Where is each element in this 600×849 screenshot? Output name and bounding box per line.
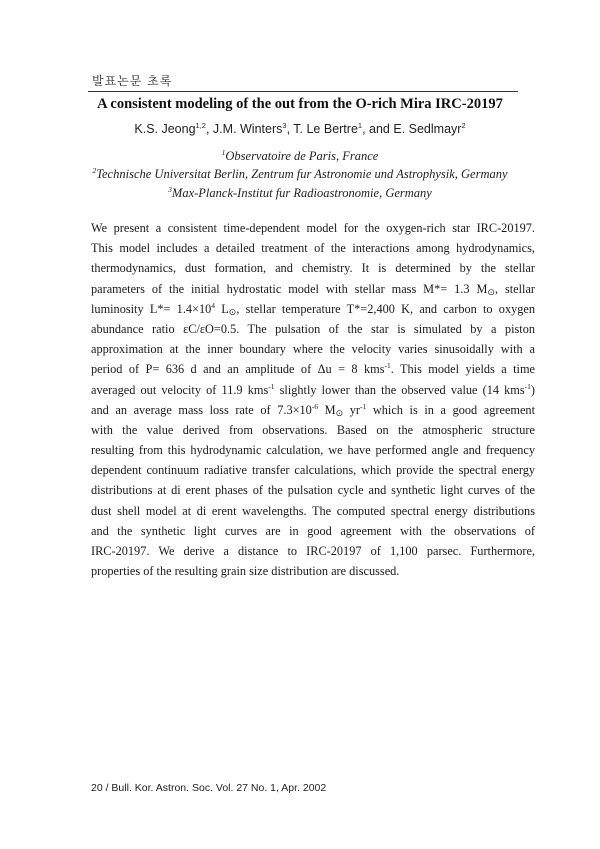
- affiliation-marker: 2: [461, 120, 466, 130]
- abstract-text: and an average mass loss rate of 7.3×10: [91, 402, 312, 417]
- affiliation-number: 2: [92, 165, 97, 175]
- affiliation-3: [0, 186, 600, 201]
- abstract-line: distributions at di erent phases of the pulsation cycle and synthetic light curves of the: [91, 483, 535, 498]
- abstract-line: and the synthetic light curves are in good agreement with the observations of: [91, 523, 535, 538]
- abstract-line: thermodynamics, dust formation, and chemistry. It is determined by the stellar: [91, 261, 535, 276]
- exponent: -1: [384, 361, 391, 371]
- abstract-line: abundance ratio εC/εO=0.5. The pulsation of the star is simulated by a piston: [91, 321, 535, 336]
- abstract-text: period of P= 636 d and an amplitude of Δu = 8 kms: [91, 362, 385, 377]
- abstract-line: This model includes a detailed treatment of the interactions among hydrodynamics,: [91, 241, 535, 256]
- abstract-text: parameters of the initial hydrostatic model with stellar mass M*= 1.3 M: [91, 281, 488, 296]
- abstract-body: [91, 218, 535, 581]
- author-name: , and E. Sedlmayr: [362, 122, 462, 136]
- abstract-line: We present a consistent time-dependent model for the oxygen-rich star IRC-20197.: [91, 221, 535, 235]
- abstract-text: ): [530, 382, 536, 397]
- solar-symbol: ⊙: [228, 306, 237, 317]
- exponent: -1: [360, 401, 367, 411]
- affiliation-marker: 3: [282, 120, 287, 130]
- abstract-line: IRC-20197. We derive a distance to IRC-20197 of 1,100 parsec. Furthermore,: [91, 544, 535, 558]
- affiliation-number: 1: [221, 147, 226, 157]
- abstract-line: [91, 380, 535, 400]
- solar-symbol: ⊙: [487, 286, 495, 297]
- abstract-line: approximation at the inner boundary where the velocity varies sinusoidally with a: [91, 342, 535, 357]
- exponent: 4: [211, 300, 216, 310]
- affiliation-text: Max-Planck-Institut fur Radioastronomie, Germany: [171, 186, 432, 200]
- author-name: , J.M. Winters: [205, 122, 283, 136]
- journal-footer: 20 / Bull. Kor. Astron. Soc. Vol. 27 No. 1, Apr. 2002: [91, 782, 327, 794]
- section-label: 발표논문 초록: [92, 74, 173, 88]
- exponent: -6: [311, 401, 319, 411]
- affiliation-number: 3: [168, 184, 172, 194]
- abstract-text: M: [318, 402, 336, 417]
- abstract-line: [91, 359, 535, 379]
- abstract-line: with the value derived from observations. Based on the atmospheric structure: [91, 422, 535, 437]
- abstract-line: resulting from this hydrodynamic calculation, we have performed angle and frequency: [91, 443, 535, 458]
- author-name: , T. Le Bertre: [286, 122, 358, 136]
- affiliation-text: Technische Universitat Berlin, Zentrum fur Astronomie und Astrophysik, Germany: [96, 167, 508, 181]
- abstract-text: luminosity L*= 1.4×10: [91, 301, 212, 316]
- affiliation-text: Observatoire de Paris, France: [225, 149, 379, 163]
- author-list: [0, 122, 600, 136]
- abstract-text: slightly lower than the observed value (14 kms: [274, 382, 525, 397]
- exponent: -1: [268, 381, 275, 391]
- author-name: K.S. Jeong: [134, 122, 196, 136]
- solar-symbol: ⊙: [335, 407, 344, 418]
- abstract-text: averaged out velocity of 11.9 kms: [91, 382, 269, 397]
- affiliation-marker: 1: [357, 120, 363, 130]
- abstract-text: , stellar temperature T*=2,400 K, and carbon to oxygen: [236, 301, 535, 316]
- affiliation-2: [0, 167, 600, 182]
- abstract-text: L: [215, 301, 229, 316]
- abstract-line: dependent continuum radiative transfer calculations, which provide the spectral energy: [91, 463, 535, 478]
- header-divider: [88, 91, 518, 92]
- affiliation-marker: 1,2: [195, 120, 206, 130]
- exponent: -1: [524, 381, 531, 391]
- abstract-text: . This model yields a time: [390, 362, 535, 377]
- abstract-line: [91, 299, 535, 319]
- abstract-text: , stellar: [494, 281, 535, 296]
- abstract-line: dust shell model at di erent wavelengths. The computed spectral energy distributions: [91, 503, 535, 518]
- abstract-text: yr: [343, 402, 361, 417]
- affiliation-1: [0, 149, 600, 164]
- abstract-line: properties of the resulting grain size distribution are discussed.: [91, 564, 400, 579]
- paper-title: A consistent modeling of the out from the O-rich Mira IRC-20197: [97, 96, 503, 112]
- abstract-line: [91, 400, 535, 420]
- abstract-line: [91, 279, 535, 299]
- abstract-text: which is in a good agreement: [366, 402, 535, 417]
